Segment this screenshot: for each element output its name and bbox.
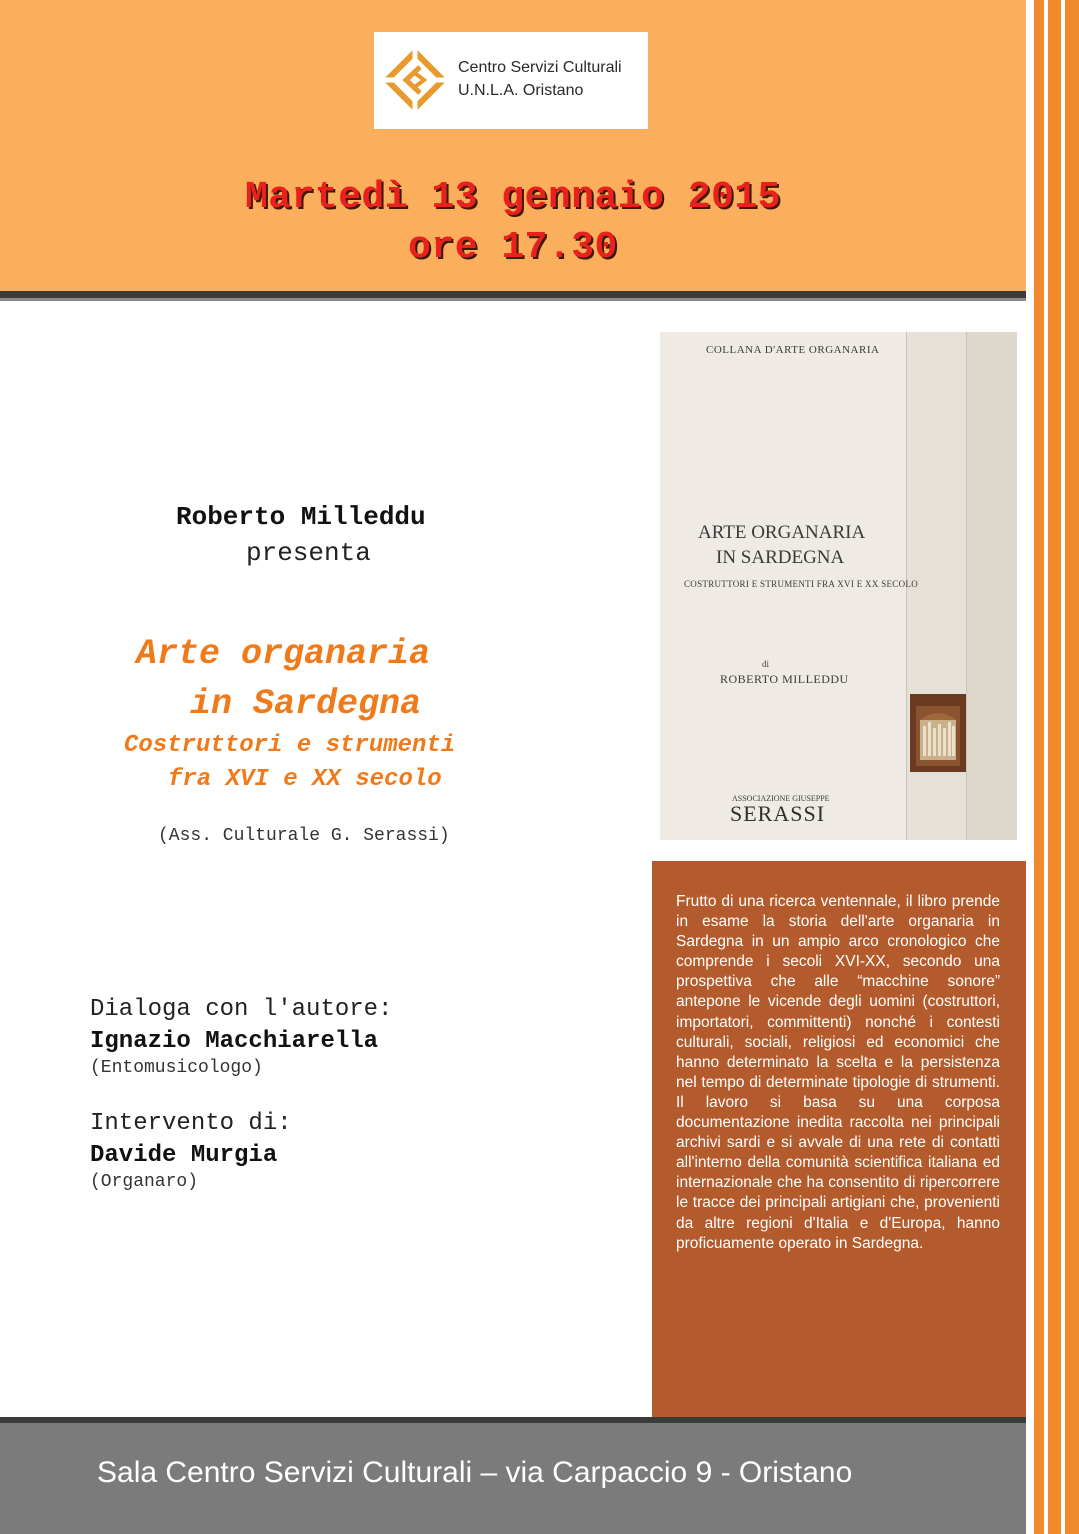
book-cover-assoc-name: SERASSI: [730, 801, 826, 826]
header-divider: [0, 291, 1079, 298]
organ-photo: [910, 694, 966, 772]
book-cover-author: ROBERTO MILLEDDU: [720, 672, 849, 686]
dialogue-speaker-role: (Entomusicologo): [90, 1058, 263, 1078]
publisher-note: (Ass. Culturale G. Serassi): [158, 826, 450, 846]
dialogue-label: Dialoga con l'autore:: [90, 996, 393, 1023]
book-cover-image: [660, 332, 1017, 840]
side-stripe: [1026, 0, 1034, 1534]
intervention-speaker-role: (Organaro): [90, 1172, 199, 1192]
dialogue-speaker-name: Ignazio Macchiarella: [90, 1028, 379, 1055]
book-title-line2: in Sardegna: [190, 684, 422, 724]
logo-text-line1: Centro Servizi Culturali: [458, 59, 622, 76]
presents-label: presenta: [246, 538, 371, 568]
author-name: Roberto Milleddu: [176, 502, 426, 532]
book-cover-line: [966, 332, 967, 840]
event-time: ore 17.30: [408, 226, 618, 269]
book-cover-band: [966, 332, 1017, 840]
side-stripe: [1048, 0, 1061, 1534]
book-series: COLLANA D'ARTE ORGANARIA: [706, 344, 880, 356]
intervention-speaker-name: Davide Murgia: [90, 1142, 278, 1169]
logo-box: [374, 32, 648, 129]
event-date: Martedì 13 gennaio 2015: [245, 176, 781, 219]
book-cover-subtitle: COSTRUTTORI E STRUMENTI FRA XVI E XX SECOLO: [684, 579, 918, 589]
book-subtitle-line1: Costruttori e strumenti: [124, 732, 456, 759]
book-cover-title-line1: ARTE ORGANARIA: [698, 522, 866, 543]
venue-address: Sala Centro Servizi Culturali – via Carpaccio 9 - Oristano: [97, 1456, 853, 1489]
book-cover-assoc-label: ASSOCIAZIONE GIUSEPPE: [732, 794, 830, 803]
unla-logo-icon: [384, 49, 446, 111]
side-stripe: [1065, 0, 1079, 1534]
book-cover-title-line2: IN SARDEGNA: [716, 547, 845, 568]
side-stripe: [1034, 0, 1044, 1534]
logo-text-line2: U.N.L.A. Oristano: [458, 82, 584, 99]
book-title-line1: Arte organaria: [136, 634, 431, 674]
book-subtitle-line2: fra XVI e XX secolo: [168, 766, 442, 793]
intervention-label: Intervento di:: [90, 1110, 292, 1137]
book-cover-by: di: [762, 659, 770, 669]
organ-pipes-icon: [916, 706, 960, 766]
book-description: Frutto di una ricerca ventennale, il libro prende in esame la storia dell'arte organaria in Sardegna in un ampio arco cronologico che comprende i secoli XVI-XX, secondo una prospettiva che alle “macchine sonore” antepone le vicende degli uomini (costruttori, importatori, committenti) nonché i contesti culturali, sociali, religiosi ed economici che hanno determinato la scelta e la persistenza nel tempo di determinate tipologie di strumenti. Il lavoro si basa su una corposa documentazione inedita raccolta nei principali archivi sardi e si avvale di una rete di contatti all'interno della comunità scientifica italiana ed internazionale che ha consentito di ripercorrere le tracce dei principali artigiani che, provenienti da altre regioni d'Italia e d'Europa, hanno proficuamente operato in Sardegna.: [676, 893, 1000, 1252]
